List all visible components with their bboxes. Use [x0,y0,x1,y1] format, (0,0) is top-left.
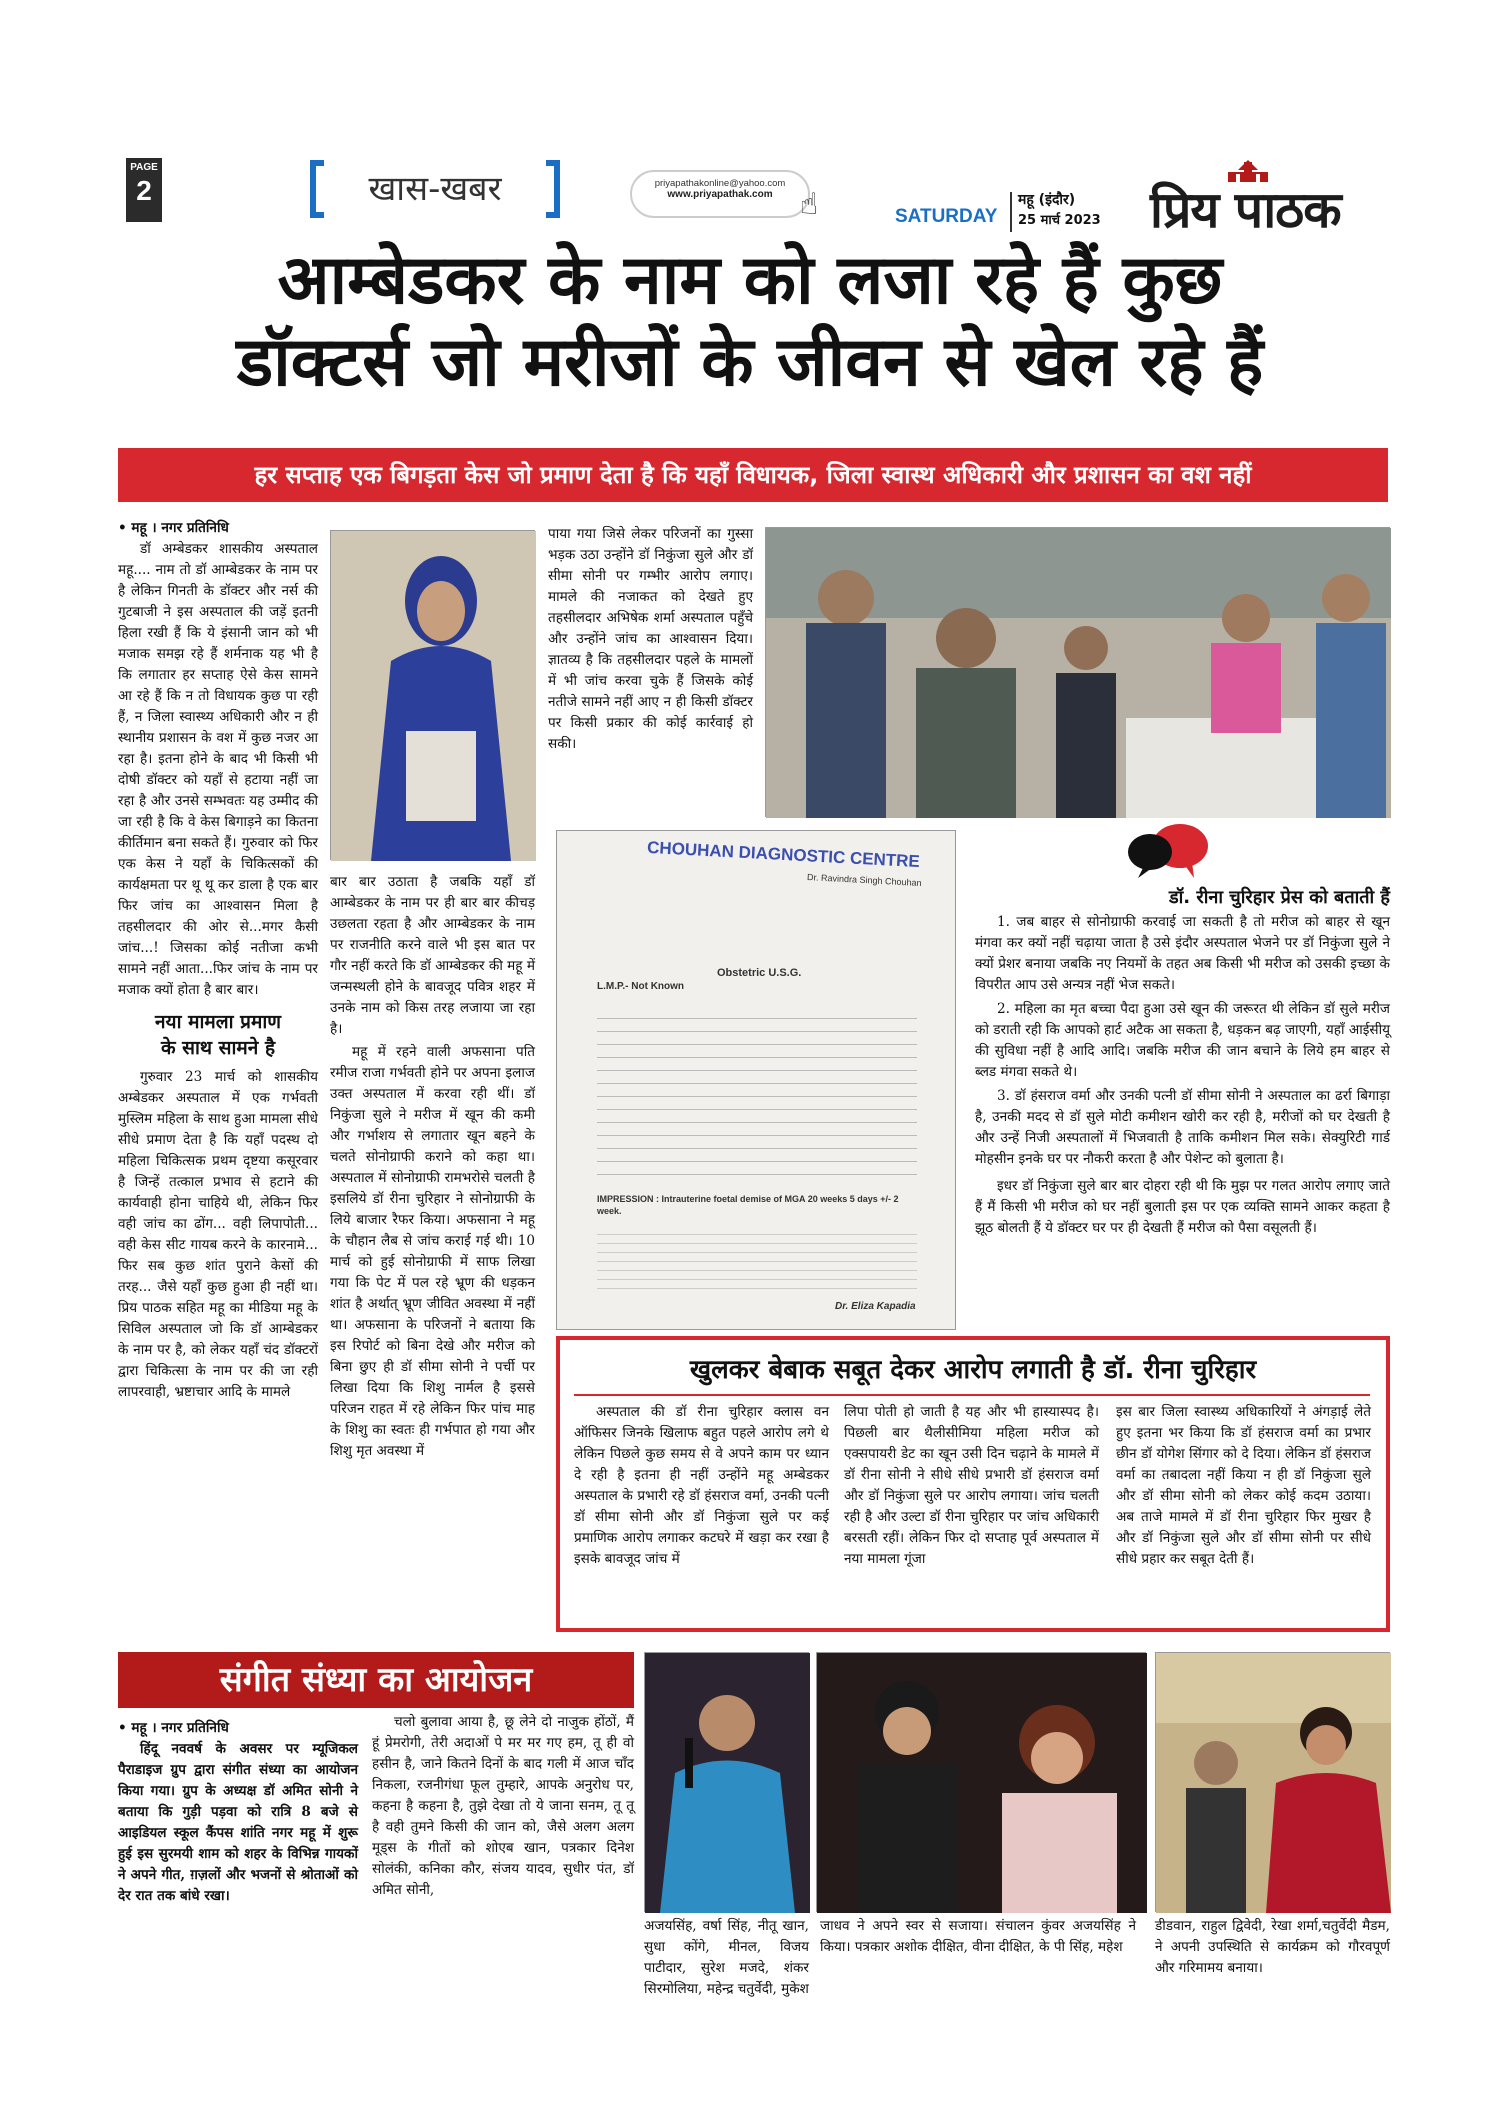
bracket-left [310,160,324,218]
contact-box [630,170,810,218]
music-column-1 [118,1718,358,1978]
sidebar-point-4: इधर डॉ निकुंजा सुले बार बार दोहरा रही थी कि मुझ पर गलत आरोप लगाए जाते हैं मैं किसी भी मरीज को घर नहीं बुलाती इस पर एक व्यक्ति सामने आकर कहता है झूठ बोलती हैं ये डॉक्टर घर पर ही देखती हैं मरीज को पैसा वसूलती हैं। [975,1178,1390,1236]
photo-caption-3 [1155,1916,1390,1982]
allegation-box [556,1336,1390,1632]
lead-paragraph-2: गुरुवार 23 मार्च को शासकीय अम्बेडकर अस्पताल में एक गर्भवती मुस्लिम महिला के साथ हुआ मामला सीधे सीधे प्रमाण देता है कि यहाँ पदस्थ दो महिला चिकित्सक प्रथम दृष्टया कसूरवार है जिन्हें तत्काल प्रभाव से हटाने की कार्यवाही होना चाहिये थी, लेकिन फिर वही जांच का ढोंग... वही लिपापोती... वही केस सीट गायब करने के कारनामे... फिर सब कुछ शांत पुराने केसों की तरह... जैसे यहाँ कुछ हुआ ही नहीं था। प्रिय पाठक सहित महू का मीडिया महू के सिविल अस्पताल जो कि डॉ आम्बेडकर के नाम पर है, को लेकर यहाँ चंद डॉक्टरों द्वारा चिकित्सा के नाम पर की जा रही लापरवाही, भ्रष्टाचार आदि के मामले [118,1069,318,1400]
music-lead: हिंदू नववर्ष के अवसर पर म्यूजिकल पैराडाइज ग्रुप द्वारा संगीत संध्या का आयोजन किया गया। ग्रुप के अध्यक्ष डॉ अमित सोनी ने बताया कि गुड़ी पड़वा को रात्रि 8 बजे से आइडियल स्कूल कैंपस शांति नगर महू में शुरू हुई इस सुरमयी शाम को शहर के विभिन्न गायकों ने अपने गीत, ग़ज़लों और भजनों से श्रोताओं को देर रात तक बांधे रखा। [118,1741,358,1904]
music-dateline: • महू । नगर प्रतिनिधि [118,1720,229,1736]
sidebar-heading: डॉ. रीना चुरिहार प्रेस को बताती हैं [1168,887,1390,908]
page-number-badge [126,158,162,222]
lead-paragraph-4: महू में रहने वाली अफसाना पति रमीज राजा गर्भवती होने पर अपना इलाज उक्त अस्पताल में करवा रही थीं। डॉ निकुंजा सुले ने मरीज में खून की कमी और गर्भाशय से लगातार खून बहने के चलते सोनोग्राफी कराने को कहा था। अस्पताल में सोनोग्राफी रामभरोसे चलती है इसलिये डॉ रीना चुरिहार ने सोनोग्राफी के लिये बाजार रैफर किया। अफसाना ने महू के चौहान लैब से जांच कराई गई थी। 10 मार्च को हुई सोनोग्राफी में साफ लिखा गया कि पेट में पल रहे भ्रूण की धड़कन शांत है अर्थात् भ्रूण जीवित अवस्था में नहीं था। अफसाना के परिजनों ने बताया कि इस रिपोर्ट को बिना देखे और मरीज को बिना छुए ही डॉ सीमा सोनी ने पर्ची पर लिखा दिया कि शिशु नार्मल है इससे परिजन राहत में रहे लेकिन फिर पांच माह के शिशु का स्वतः ही गर्भपात हो गया और शिशु मृत अवस्था में [330,1044,535,1459]
music-headline-banner [118,1652,634,1708]
subhead-line-2: के साथ सामने है [160,1037,276,1059]
subhead [118,1009,318,1061]
woman-figure-icon [331,531,536,861]
box-rule [574,1394,1370,1396]
section-label-box [310,160,560,218]
subhead-line-1: नया मामला प्रमाण [155,1011,281,1033]
section-label: खास-खबर [368,169,502,209]
caption-3-text: डीडवान, राहुल द्विवेदी, रेखा शर्मा,चतुर्वेदी मैडम, ने अपनी उपस्थिति से कार्यक्रम को गौरवपूर्ण और गरिमामय बनाया। [1155,1918,1390,1976]
report-fine-print [597,1226,917,1296]
strap-text: हर सप्ताह एक बिगड़ता केस जो प्रमाण देता है कि यहाँ विधायक, जिला स्वास्थ अधिकारी और प्रशासन का वश नहीं [254,461,1252,489]
box-paragraph-1: अस्पताल की डॉ रीना चुरिहार क्लास वन ऑफिसर जिनके खिलाफ बहुत पहले आरोप लगे थे लेकिन पिछले कुछ समय से वे अपने काम पर ध्यान दे रही है इतना ही नहीं उन्होंने महू अम्बेडकर अस्पताल के प्रभारी रहे डॉ हंसराज वर्मा, उनकी पत्नी डॉ सीमा सोनी और डॉ निकुंजा सुले पर कई प्रमाणिक आरोप लगाकर कटघरे में खड़ा कर रखा है इसके बावजूद जांच में [574,1404,829,1567]
photo-patient-woman [330,530,535,860]
caption-1-text: अजयसिंह, वर्षा सिंह, नीतू खान, सुधा कोंगे, मीनल, विजय पाटीदार, सुरेश मजदे, शंकर सिरमोलिया, महेन्द्र चतुर्वेदी, मुकेश [644,1918,809,1997]
dateline: • महू । नगर प्रतिनिधि [118,520,229,536]
lead-column-1 [118,518,318,1628]
pointing-hand-icon: ☝ [800,187,819,222]
box-paragraph-3: इस बार जिला स्वास्थ्य अधिकारियों ने अंगड़ाई लेते हुए इतना भर किया कि डॉ हंसराज वर्मा का प्रभार छीन डॉ योगेश सिंगार को दे दिया। लेकिन डॉ हंसराज वर्मा का तबादला नहीं किया न ही डॉ निकुंजा सुले और डॉ सीमा सोनी को लेकर कोई कदम उठाया। अब ताजे मामले में डॉ रीना चुरिहार फिर मुखर है और डॉ निकुंजा सुले और डॉ सीमा सोनी पर सीधे सीधे प्रहार कर सबूत देती हैं। [1116,1404,1371,1567]
day-label: SATURDAY [895,206,998,227]
website: www.priyapathak.com [667,189,773,200]
box-paragraph-2: लिपा पोती हो जाती है यह और भी हास्यास्पद है। पिछली बार थैलीसीमिया महिला मरीज को एक्सपायरी डेट का खून उसी दिन चढ़ाने के मामले में डॉ रीना सोनी ने सीधे सीधे प्रभारी डॉ हंसराज वर्मा और डॉ निकुंजा सुले पर आरोप लगाया। जांच चलती रही है और उल्टा डॉ रीना चुरिहार पर जांच अधिकारी बरसती रहीं। लेकिन फिर दो सप्ताह पूर्व अस्पताल में नया मामला गूंजा [844,1404,1099,1567]
lead-paragraph-1: डॉ अम्बेडकर शासकीय अस्पताल महू.... नाम तो डॉ आम्बेडकर के नाम पर है लेकिन गिनती के डॉक्टर और नर्स की गुटबाजी ने इस अस्पताल की जड़ें इतनी हिला रखी हैं कि ये इंसानी जान को भी मजाक समझ रहे हैं शर्मनाक यह भी है कि लगातार हर सप्ताह ऐसे केस सामने आ रहे हैं कि न तो विधायक कुछ पा रही हैं, न जिला स्वास्थ्य अधिकारी और न ही स्थानीय प्रशासन के वश में कुछ नजर आ रहा है। इतना होने के बाद भी किसी भी दोषी डॉक्टर को यहाँ से हटाया नहीं जा रहा है और उनसे सम्भवतः यह उम्मीद की जा रही है कि वे केस बिगाड़ने का कितना कीर्तिमान बना सकते हैं। गुरुवार को फिर एक केस ने यहाँ के चिकित्सकों की कार्यक्षमता पर थू थू कर डाला है एक बार फिर जांच का आश्वासन मिला है तहसीलदार की ओर से...मगर कैसी जांच...! जिसका कोई नतीजा कभी सामने नहीं आता...फिर जांच के नाम पर मजाक क्यों होता है बार बार। [118,541,318,998]
report-impression: IMPRESSION : Intrauterine foetal demise of MGA 20 weeks 5 days +/- 2 week. [597,1194,899,1216]
box-column-3 [1116,1402,1371,1628]
box-column-1 [574,1402,829,1628]
lead-paragraph-3: बार बार उठाता है जबकि यहाँ डॉ आम्बेडकर के नाम पर ही बार बार कीचड़ उछलता रहता है और आम्बेडकर के नाम पर राजनीति करने वाले भी इस बात पर गौर नहीं करते कि डॉ आम्बेडकर की महू में जन्मस्थली होने के बावजूद पवित्र शहर में उनके नाम को किस तरह लजाया जा रहा है। [330,874,535,1037]
paper-logo [1150,160,1390,239]
photo-duo-singers [816,1652,1146,1912]
woman-singer-icon [1156,1653,1391,1913]
sidebar-body [975,912,1390,1332]
photo-caption-1 [644,1916,809,1997]
music-paragraph-2: चलो बुलावा आया है, छू लेने दो नाजुक होंठों, मैं हूं प्रेमरोगी, तेरी अदाओं पे मर मर गए हम, तू ही वो हसीन है, जाने कितने दिनों के बाद गली में आज चाँद निकला, रजनीगंधा फूल तुम्हारे, आपके अनुरोध पर, कहना है कहना है, तुझे देखा तो ये जाना सनम, तू तू है वही तुमने किसी की जान को, जैसे अलग अलग मूड्स के गीतों को शोएब खान, पत्रकार दिनेश सोलंकी, कनिका कौर, संजय यादव, सुधीर पंत, डॉ अमित सोनी, [372,1714,634,1898]
date-divider [1010,192,1012,232]
report-centre-name: CHOUHAN DIAGNOSTIC CENTRE [646,837,921,872]
speech-bubbles-icon [1122,820,1212,880]
box-headline: खुलकर बेबाक सबूत देकर आरोप लगाती है डॉ. रीना चुरिहार [689,1355,1257,1385]
lead-headline [100,240,1400,404]
page-number: 2 [136,175,152,206]
photo-woman-singer [1155,1652,1390,1912]
report-lines [597,1006,917,1186]
crowd-scene-icon [766,528,1391,818]
report-doctor: Dr. Ravindra Singh Chouhan [806,872,922,888]
city-label: महू (इंदौर) [1018,192,1076,208]
date-label: 25 मार्च 2023 [1018,213,1101,228]
sidebar-point-2: 2. महिला का मृत बच्चा पैदा हुआ उसे खून की जरूरत थी लेकिन डॉ सुले मरीज को डराती रही कि आपको हार्ट अटैक आ सकता है, धड़कन बढ़ जाएगी, यहाँ आईसीयू की सुविधा नहीं है आदि आदि। जबकि मरीज की जान बचाने के लिये हम बाहर से ब्लड मंगवा सकते थे। [975,1001,1390,1080]
duo-singers-icon [817,1653,1147,1913]
photo-singer-man [644,1652,809,1912]
photo-caption-2 [820,1916,1136,1982]
sidebar-point-3: 3. डॉ हंसराज वर्मा और उनकी पत्नी डॉ सीमा सोनी ने अस्पताल का ढर्रा बिगाड़ा है, उनकी मदद से डॉ सुले मोटी कमीशन खोरी कर रही है, मरीजों को घर देखती है और उन्हें निजी अस्पतालों में भिजवाती है ताकि कमीशन मिल सके। सेक्युरिटी गार्ड मोहसीन इनके घर पर नौकरी करता है और पेशेन्ट को बुलाता है। [975,1088,1390,1167]
photo-hospital-crowd [765,527,1390,817]
photo-sonography-report [556,830,956,1330]
music-column-2 [372,1712,634,1980]
report-signature: Dr. Eliza Kapadia [835,1301,916,1312]
bracket-right [546,160,560,218]
caption-2-text: जाधव ने अपने स्वर से सजाया। संचालन कुंवर अजयसिंह ने किया। पत्रकार अशोक दीक्षित, वीना दीक्षित, के पी सिंह, महेश [820,1918,1136,1955]
lead-column-3 [548,524,753,810]
headline-line-2: डॉक्टर्स जो मरीजों के जीवन से खेल रहे हैं [236,323,1264,402]
sidebar-point-1: 1. जब बाहर से सोनोग्राफी करवाई जा सकती है तो मरीज को बाहर से खून मंगवा कर क्यों नहीं चढ़ाया जाता है उसे इंदौर अस्पताल भेजने पर डॉ निकुंजा सुले ने क्यों प्रेशर बनाया जबकि नए नियमों के तहत अब किसी भी मरीज को उसकी इच्छा के विपरीत आप उसे अन्यत्र नहीं भेज सकते। [975,914,1390,993]
page-tag: PAGE [130,162,158,173]
box-column-2 [844,1402,1099,1628]
music-headline: संगीत संध्या का आयोजन [219,1660,533,1700]
email: priyapathakonline@yahoo.com [654,178,786,189]
report-lmp: L.M.P.- Not Known [597,981,685,992]
lead-paragraph-5: पाया गया जिसे लेकर परिजनों का गुस्सा भड़क उठा उन्होंने डॉ निकुंजा सुले और डॉ सीमा सोनी पर गम्भीर आरोप लगाए। मामले की नजाकत को देखते हुए तहसीलदार अभिषेक शर्मा अस्पताल पहुँचे और उन्होंने जांच का आश्वासन दिया। ज्ञातव्य है कि तहसीलदार पहले के मामलों में भी जांच करवा चुके हैं जिसके कोई नतीजे सामने नहीं आए न ही किसी डॉक्टर पर किसी प्रकार की कोई कार्रवाई हो सकी। [548,526,753,752]
singer-man-icon [645,1653,810,1913]
lead-column-2 [330,872,535,1632]
paper-name: प्रिय पाठक [1150,181,1341,239]
headline-line-1: आम्बेडकर के नाम को लजा रहे हैं कुछ [277,241,1223,320]
report-study: Obstetric U.S.G. [717,967,802,979]
strap-banner [118,448,1388,502]
